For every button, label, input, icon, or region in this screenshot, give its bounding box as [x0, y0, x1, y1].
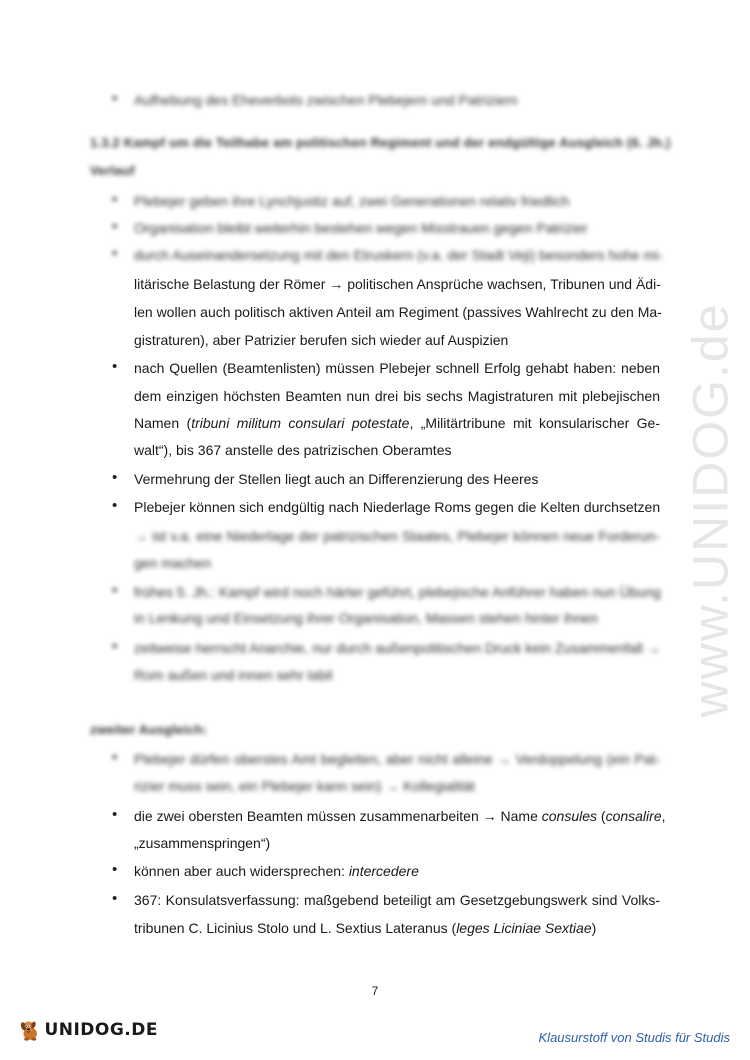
text-line: litärische Belastung der Römer → politischen Ansprüche wachsen, Tribunen und Ädi-: [134, 276, 661, 292]
bullet-dot: •: [112, 749, 118, 766]
text-line: 367: Konsulatsverfassung: maßgebend beteiligt am Gesetzgebungswerk sind Volks-: [134, 892, 660, 908]
text-line: Vermehrung der Stellen liegt auch an Differenzierung des Heeres: [134, 471, 539, 487]
bullet-dot: •: [112, 806, 118, 823]
watermark-text: www.UNIDOG.de: [682, 302, 738, 718]
text-line: tribunen C. Licinius Stolo und L. Sextius Lateranus (leges Liciniae Sextiae): [134, 920, 597, 936]
text-line: → ist v.a. eine Niederlage der patrizischen Staates, Plebejer können neue Forderun-: [134, 528, 660, 544]
text-line: nach Quellen (Beamtenlisten) müssen Plebejer schnell Erfolg gehabt haben: neben: [134, 360, 660, 376]
text-line: die zwei obersten Beamten müssen zusammenarbeiten → Name consules (consalire,: [134, 808, 666, 824]
page-number: 7: [371, 984, 379, 998]
bullet-text: durch Auseinandersetzung mit den Etruskern (v.a. der Stadt Veji) besonders hohe mi-: [134, 247, 663, 263]
bullet-dot: •: [112, 191, 118, 208]
subheading-zweiter-ausgleich: zweiter Ausgleich:: [90, 722, 208, 737]
bullet-dot: •: [112, 497, 118, 514]
dog-mascot-icon: [18, 1010, 42, 1050]
footer-logo: [18, 1010, 158, 1050]
text-line: frühes 5. Jh.: Kampf wird noch härter geführt, plebejische Anführer haben nun Übung: [134, 584, 661, 600]
subheading-verlauf: Verlauf: [90, 163, 135, 178]
text-line: walt“), bis 367 anstelle des patrizischen Oberamtes: [134, 442, 452, 458]
bullet-dot: •: [112, 218, 118, 235]
text-line: Plebejer können sich endgültig nach Niederlage Roms gegen die Kelten durchsetzen: [134, 499, 661, 515]
bullet-dot: •: [112, 358, 118, 375]
bullet-text: Plebejer geben ihre Lynchjustiz auf, zwei Generationen relativ friedlich: [134, 193, 570, 209]
bullet-text: Organisation bleibt weiterhin bestehen wegen Misstrauen gegen Patrizier: [134, 220, 588, 236]
bullet-dot: •: [112, 582, 118, 599]
bullet-dot: •: [112, 469, 118, 486]
footer-tagline: Klausurstoff von Studis für Studis: [538, 1030, 730, 1045]
bullet-dot: •: [112, 890, 118, 907]
logo-text: UNIDOG.DE: [44, 1020, 158, 1040]
text-line: dem einzigen höchsten Beamten nun drei bis sechs Magistraturen mit plebejischen: [134, 388, 660, 404]
text-line: können aber auch widersprechen: intercedere: [134, 863, 419, 879]
text-line: gen machen: [134, 555, 212, 571]
bullet-dot: •: [112, 245, 118, 262]
text-line: len wollen auch politisch aktiven Anteil am Regiment (passives Wahlrecht zu den Ma-: [134, 304, 662, 320]
text-line: zeitweise herrscht Anarchie, nur durch außenpolitischen Druck kein Zusammenfall →: [134, 640, 661, 656]
text-line: „zusammenspringen“): [134, 835, 271, 851]
text-line: in Lenkung und Einsetzung ihrer Organisation, Massen stehen hinter ihnen: [134, 610, 598, 626]
section-heading: 1.3.2 Kampf um die Teilhabe am politischen Regiment und der endgültige Ausgleich (6. Jh.): [90, 135, 671, 150]
bullet-dot: •: [112, 861, 118, 878]
text-line: Rom außen und innen sehr labil: [134, 667, 333, 683]
text-line: Plebejer dürfen oberstes Amt begleiten, aber nicht alleine → Verdoppelung (ein Pat-: [134, 751, 660, 767]
text-line: rizier muss sein, ein Plebejer kann sein) → Kollegialität: [134, 778, 475, 794]
bullet-dot: •: [112, 638, 118, 655]
text-line: gistraturen), aber Patrizier berufen sich wieder auf Auspizien: [134, 332, 509, 348]
bullet-text: Aufhebung des Eheverbots zwischen Plebejern und Patriziern: [134, 92, 518, 108]
bullet-dot: •: [112, 90, 118, 107]
text-line: Namen (tribuni militum consulari potestate, „Militärtribune mit konsularischer Ge-: [134, 415, 660, 431]
